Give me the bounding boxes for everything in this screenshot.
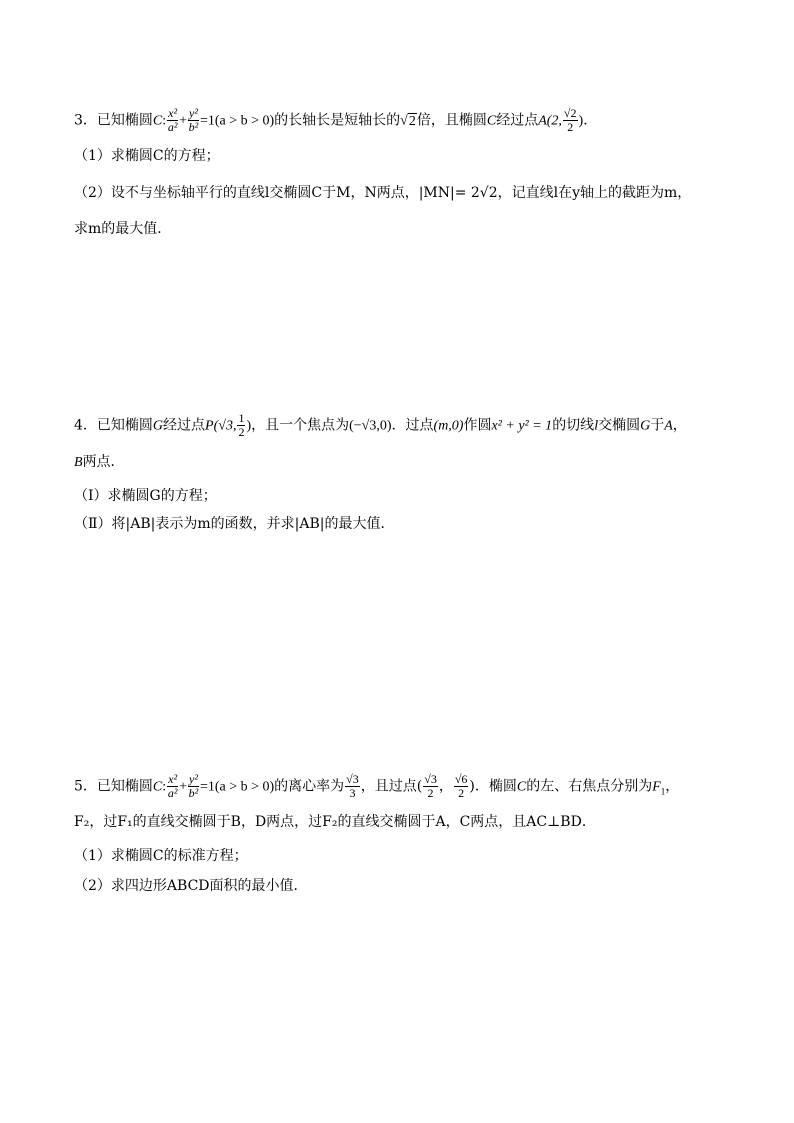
problem-5-line-2: F₂，过F₁的直线交椭圆于B，D两点，过F₂的直线交椭圆于A，C两点，且AC⊥BD． bbox=[74, 814, 596, 830]
fraction-sqrt3-over-2: $\frac{√3}{2}$ bbox=[424, 772, 437, 800]
problem-5-part-1: （1）求椭圆C的标准方程； bbox=[74, 848, 248, 864]
problem-4-part-1: （Ⅰ）求椭圆G的方程； bbox=[74, 488, 217, 504]
fraction-sqrt6-over-2: $\frac{√6}{2}$ bbox=[454, 772, 468, 800]
problem-3-stem: 3．已知椭圆C: $\frac{\text{x²}}{\text{a²}}$ + $\frac{\text{y²}}{\text{b²}}$ =1(a > b > 0)的长轴长是短轴长的√2倍，且椭圆C经过点A(2, $\frac{√2}{2}$ )． bbox=[74, 106, 598, 134]
fraction-sqrt2-over-2: $\frac{√2}{2}$ bbox=[563, 106, 577, 134]
problem-number: 4． bbox=[74, 417, 97, 434]
fraction-x2-a2: $\frac{\text{x²}}{\text{a²}}$ bbox=[167, 772, 178, 800]
problem-3-continuation: 求m的最大值． bbox=[74, 221, 172, 237]
fraction-y2-b2: $\frac{\text{y²}}{\text{b²}}$ bbox=[188, 106, 199, 134]
fraction-one-half: $\frac{1}{2}$ bbox=[238, 411, 245, 439]
fraction-x2-a2: $\frac{\text{x²}}{\text{a²}}$ bbox=[167, 106, 178, 134]
sqrt-2: √2 bbox=[400, 113, 416, 129]
fraction-y2-b2: $\frac{\text{y²}}{\text{b²}}$ bbox=[188, 772, 199, 800]
problem-number: 5． bbox=[74, 778, 97, 795]
problem-4-stem: 4．已知椭圆G经过点P(√3, $\frac{1}{2}$ )，且一个焦点为(−√3,0)．过点(m,0)作圆x² + y² = 1的切线l交椭圆G于A， bbox=[74, 411, 687, 439]
problem-3-part-1: （1）求椭圆C的方程； bbox=[74, 148, 220, 164]
fraction-sqrt3-over-3: $\frac{√3}{3}$ bbox=[346, 772, 359, 800]
problem-number: 3． bbox=[74, 112, 97, 129]
problem-5-part-2: （2）求四边形ABCD面积的最小值． bbox=[74, 878, 308, 894]
problem-3-part-2: （2）设不与坐标轴平行的直线l交椭圆C于M，N两点，|MN|= 2√2，记直线l在y轴上的截距为m， bbox=[74, 185, 692, 201]
problem-4-line-2: B两点． bbox=[74, 454, 125, 470]
problem-5-stem: 5．已知椭圆C: $\frac{\text{x²}}{\text{a²}}$ + $\frac{\text{y²}}{\text{b²}}$ =1(a > b > 0)的离心率为 $\frac{√3}{3}$ ，且过点( $\frac{√3}{2}$ ， $\frac{√6}{2}$ )．椭圆C的左、右焦点分别为$F_1$， bbox=[74, 772, 680, 800]
problem-4-part-2: （Ⅱ）将|AB|表示为m的函数，并求|AB|的最大值． bbox=[74, 516, 395, 532]
